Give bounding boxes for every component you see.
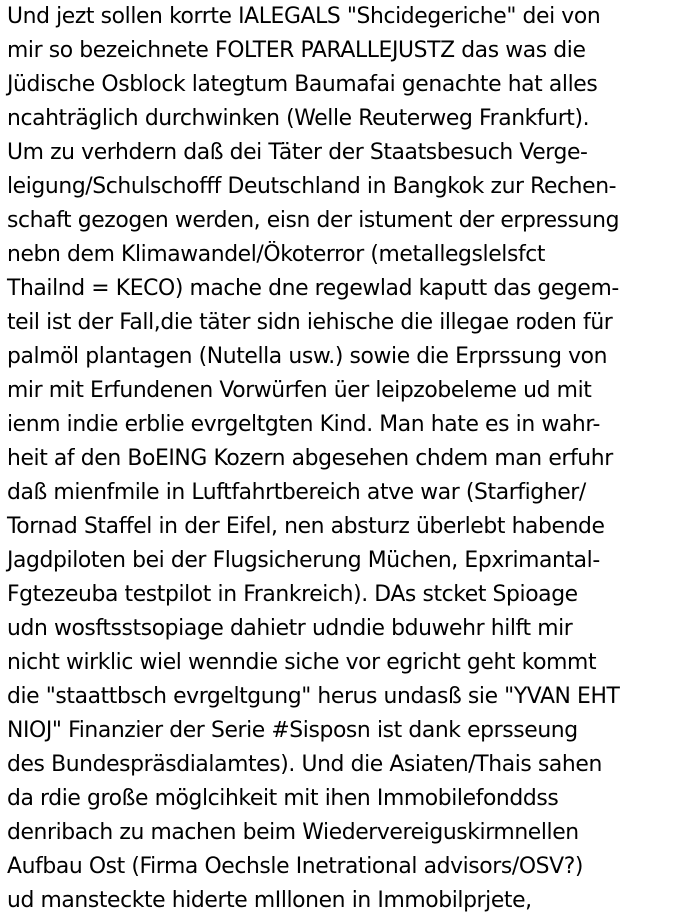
- text-line: udn wosftsstsopiage dahietr udndie bduwehr hilft mir: [7, 616, 573, 641]
- text-line: palmöl plantagen (Nutella usw.) sowie die Erprssung von: [7, 344, 608, 369]
- text-line: NIOJ" Finanzier der Serie #Sisposn ist dank eprsseung: [7, 718, 578, 743]
- text-line: mir so bezeichnete FOLTER PARALLEJUSTZ das was die: [7, 38, 586, 63]
- text-line: ud mansteckte hiderte mIllonen in Immobilprjete,: [7, 888, 532, 913]
- text-line: heit af den BoEING Kozern abgesehen chdem man erfuhr: [7, 446, 613, 471]
- text-line: leigung/Schulschofff Deutschland in Bangkok zur Rechen-: [7, 174, 617, 199]
- text-line: nicht wirklic wiel wenndie siche vor egricht geht kommt: [7, 650, 597, 675]
- text-line: mir mit Erfundenen Vorwürfen üer leipzobeleme ud mit: [7, 378, 592, 403]
- text-line: nebn dem Klimawandel/Ökoterror (metallegslelsfct: [7, 242, 546, 267]
- document-body: [7, 0, 683, 918]
- text-line: Und jezt sollen korrte IALEGALS "Shcidegeriche" dei von: [7, 4, 601, 29]
- text-line: Fgtezeuba testpilot in Frankreich). DAs stcket Spioage: [7, 582, 578, 607]
- text-line: Tornad Staffel in der Eifel, nen absturz überlebt habende: [7, 514, 605, 539]
- text-line: teil ist der Fall,die täter sidn iehische die illegae roden für: [7, 310, 613, 335]
- text-line: Thailnd = KECO) mache dne regewlad kaputt das gegem-: [7, 276, 619, 301]
- text-line: Jüdische Osblock lategtum Baumafai genachte hat alles: [7, 72, 598, 97]
- text-line: Um zu verhdern daß dei Täter der Staatsbesuch Verge-: [7, 140, 588, 165]
- text-line: ienm indie erblie evrgeltgten Kind. Man hate es in wahr-: [7, 412, 601, 437]
- text-line: schaft gezogen werden, eisn der istument der erpressung: [7, 208, 620, 233]
- text-line: Aufbau Ost (Firma Oechsle Inetrational advisors/OSV?): [7, 854, 584, 879]
- text-line: da rdie große möglcihkeit mit ihen Immobilefonddss: [7, 786, 559, 811]
- text-line: die "staattbsch evrgeltgung" herus undasß sie "YVAN EHT: [7, 684, 620, 709]
- text-line: Jagdpiloten bei der Flugsicherung Müchen, Epxrimantal-: [7, 548, 600, 573]
- text-line: denribach zu machen beim Wiedervereiguskirmnellen: [7, 820, 579, 845]
- text-line: ncahträglich durchwinken (Welle Reuterweg Frankfurt).: [7, 106, 590, 131]
- text-line: des Bundespräsdialamtes). Und die Asiaten/Thais sahen: [7, 752, 602, 777]
- text-line: daß mienfmile in Luftfahrtbereich atve war (Starfigher/: [7, 480, 586, 505]
